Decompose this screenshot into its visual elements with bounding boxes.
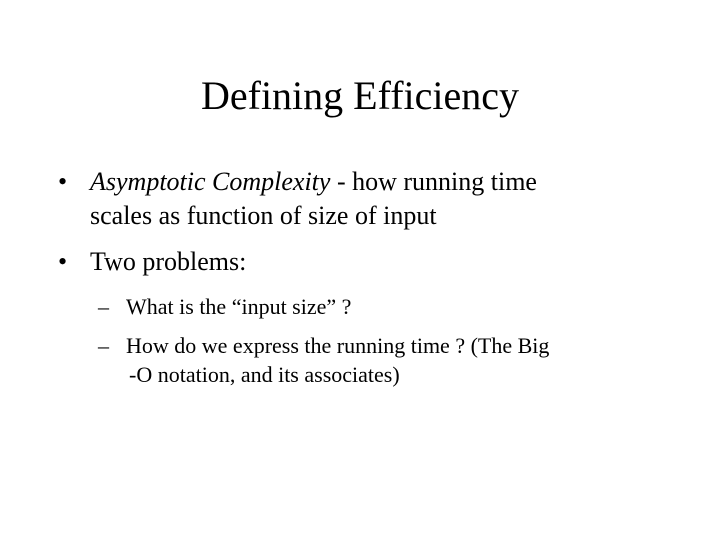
bullet-text-continued: scales as function of size of input bbox=[90, 201, 437, 230]
subbullet-list bbox=[56, 292, 696, 389]
subbullet-marker: – bbox=[98, 294, 109, 319]
bullet-emphasis: Asymptotic Complexity bbox=[90, 167, 331, 196]
bullet-asymptotic-complexity bbox=[56, 165, 696, 233]
bullet-two-problems bbox=[56, 245, 696, 279]
subbullet-text-continued: -O notation, and its associates) bbox=[129, 362, 400, 387]
slide-title: Defining Efficiency bbox=[200, 73, 520, 118]
subbullet-marker: – bbox=[98, 333, 109, 358]
bullet-text: - how running time bbox=[330, 167, 537, 196]
subbullet-input-size bbox=[98, 292, 696, 321]
bullet-marker: • bbox=[58, 247, 68, 276]
subbullet-text: How do we express the running time ? (The Big bbox=[126, 333, 550, 358]
bullet-text: Two problems: bbox=[90, 247, 247, 276]
subbullet-text: What is the “input size” ? bbox=[126, 294, 352, 319]
subbullet-running-time bbox=[98, 331, 696, 389]
bullet-marker: • bbox=[58, 167, 68, 196]
bullet-list bbox=[56, 165, 696, 389]
